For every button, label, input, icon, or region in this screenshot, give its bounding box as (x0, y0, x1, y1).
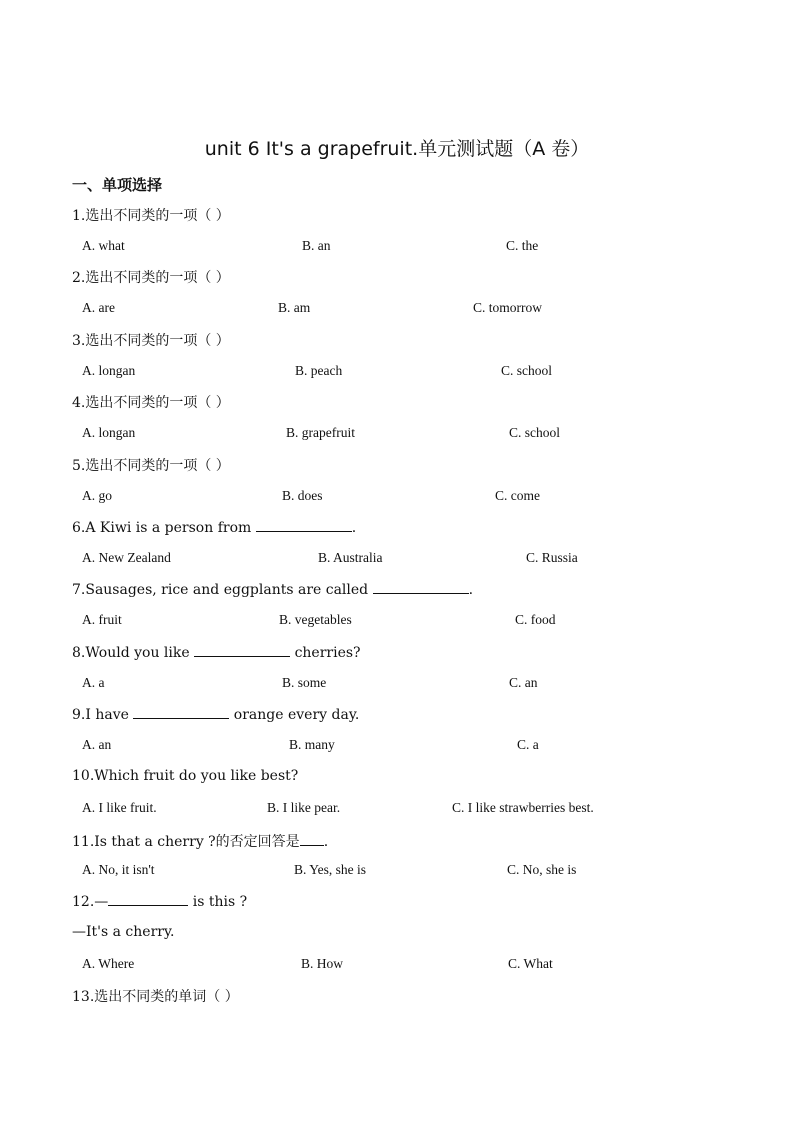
question-1: 1.选出不同类的一项（ ） (72, 208, 230, 224)
question-6-text: 6.A Kiwi is a person from (72, 520, 256, 536)
option-3a: A. longan (82, 363, 136, 378)
option-6b: B. Australia (318, 550, 383, 565)
option-10c: C. I like strawberries best. (452, 800, 594, 815)
option-2a: A. are (82, 300, 115, 315)
option-8a: A. a (82, 675, 105, 690)
option-3c: C. school (501, 363, 553, 378)
option-1b: B. an (302, 238, 331, 253)
answer-blank (108, 893, 188, 906)
answer-blank (373, 581, 469, 594)
question-9-end: orange every day. (229, 707, 360, 723)
question-2: 2.选出不同类的一项（ ） (72, 270, 230, 286)
option-7a: A. fruit (82, 612, 122, 627)
option-9a: A. an (82, 737, 112, 752)
question-12-end: is this ? (188, 894, 248, 910)
option-9c: C. a (517, 737, 539, 752)
option-7c: C. food (515, 612, 556, 627)
question-12-text: 12.— (72, 894, 109, 910)
option-12b: B. How (301, 956, 344, 971)
question-8-end: cherries? (290, 645, 361, 661)
question-10: 10.Which fruit do you like best? (72, 768, 299, 784)
question-4: 4.选出不同类的一项（ ） (72, 395, 230, 411)
question-7-text: 7.Sausages, rice and eggplants are called (72, 582, 373, 598)
option-11c: C. No, she is (507, 862, 577, 877)
question-9-text: 9.I have (72, 707, 134, 723)
answer-blank (194, 644, 290, 657)
question-11-text: 11.Is that a cherry ?的否定回答是 (72, 834, 300, 850)
option-10b: B. I like pear. (267, 800, 341, 815)
option-11a: A. No, it isn't (82, 862, 155, 877)
option-5b: B. does (282, 488, 323, 503)
option-8c: C. an (509, 675, 538, 690)
question-6-end: . (351, 520, 357, 536)
option-9b: B. many (289, 737, 335, 752)
question-8 (72, 644, 361, 661)
option-6a: A. New Zealand (82, 550, 171, 565)
option-7b: B. vegetables (279, 612, 352, 627)
question-13: 13.选出不同类的单词（ ） (72, 989, 239, 1005)
answer-blank (133, 706, 229, 719)
option-8b: B. some (282, 675, 327, 690)
option-2c: C. tomorrow (473, 300, 542, 315)
option-1a: A. what (82, 238, 125, 253)
question-7 (72, 581, 473, 598)
option-1c: C. the (506, 238, 539, 253)
question-6 (72, 519, 356, 536)
question-8-text: 8.Would you like (72, 645, 195, 661)
option-12a: A. Where (82, 956, 135, 971)
option-6c: C. Russia (526, 550, 578, 565)
option-4a: A. longan (82, 425, 136, 440)
option-11b: B. Yes, she is (294, 862, 367, 877)
option-4c: C. school (509, 425, 561, 440)
question-3: 3.选出不同类的一项（ ） (72, 333, 230, 349)
question-9 (72, 706, 359, 723)
question-11 (72, 831, 328, 851)
answer-blank (300, 833, 324, 846)
page-title: unit 6 It's a grapefruit.单元测试题（A 卷） (204, 138, 590, 160)
question-5: 5.选出不同类的一项（ ） (72, 458, 230, 474)
option-5a: A. go (82, 488, 112, 503)
section-heading: 一、单项选择 (72, 176, 163, 194)
option-10a: A. I like fruit. (82, 800, 157, 815)
question-12 (72, 893, 247, 910)
option-12c: C. What (508, 956, 553, 971)
answer-blank (256, 519, 352, 532)
option-5c: C. come (495, 488, 540, 503)
question-7-end: . (468, 582, 474, 598)
question-11-end: . (323, 834, 329, 850)
option-3b: B. peach (295, 363, 343, 378)
question-12-reply: —It's a cherry. (72, 924, 175, 940)
option-4b: B. grapefruit (286, 425, 355, 440)
option-2b: B. am (278, 300, 311, 315)
